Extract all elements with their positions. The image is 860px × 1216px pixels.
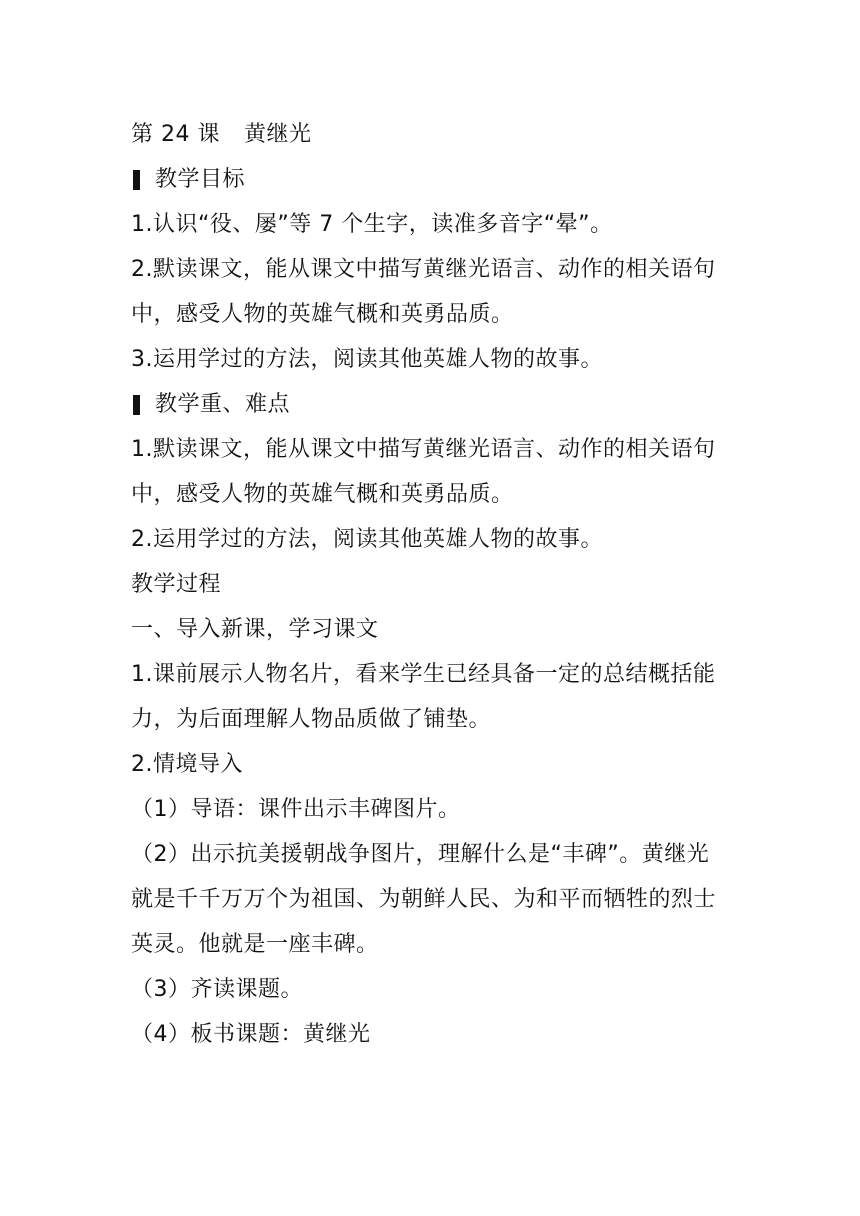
goal-line: 3.运用学过的方法，阅读其他英雄人物的故事。 <box>131 347 603 372</box>
lesson-name: 黄继光 <box>243 122 312 147</box>
part1-line: （4）板书课题：黄继光 <box>131 1022 371 1047</box>
part1-line: （1）导语：课件出示丰碑图片。 <box>131 797 461 822</box>
goal-line: 2.默读课文，能从课文中描写黄继光语言、动作的相关语句 <box>131 257 716 282</box>
goal-line: 中，感受人物的英雄气概和英勇品质。 <box>131 302 514 327</box>
part1-line: 1.课前展示人物名片，看来学生已经具备一定的总结概括能 <box>131 662 716 687</box>
part1-line: 英灵。他就是一座丰碑。 <box>131 932 379 957</box>
lesson-number: 第 24 课 <box>131 122 220 147</box>
keypoint-line: 1.默读课文，能从课文中描写黄继光语言、动作的相关语句 <box>131 437 716 462</box>
section-bullet-icon <box>133 395 140 415</box>
keypoints-heading <box>131 382 731 427</box>
goals-heading-text: 教学目标 <box>155 167 246 192</box>
goals-heading <box>131 157 731 202</box>
process-heading: 教学过程 <box>131 572 222 597</box>
document-body <box>131 112 731 1057</box>
part1-heading: 一、导入新课，学习课文 <box>131 617 379 642</box>
part1-line: （3）齐读课题。 <box>131 977 303 1002</box>
part1-line: 就是千千万万个为祖国、为朝鲜人民、为和平而牺牲的烈士 <box>131 887 717 912</box>
part1-line: 力，为后面理解人物品质做了铺垫。 <box>131 707 492 732</box>
section-bullet-icon <box>133 170 140 190</box>
part1-line: 2.情境导入 <box>131 752 243 777</box>
keypoint-line: 中，感受人物的英雄气概和英勇品质。 <box>131 482 514 507</box>
keypoint-line: 2.运用学过的方法，阅读其他英雄人物的故事。 <box>131 527 603 552</box>
part1-line: （2）出示抗美援朝战争图片，理解什么是“丰碑”。黄继光 <box>131 842 710 867</box>
lesson-title <box>131 112 731 157</box>
goal-line: 1.认识“役、屡”等 7 个生字，读准多音字“晕”。 <box>131 212 613 237</box>
keypoints-heading-text: 教学重、难点 <box>155 392 291 417</box>
